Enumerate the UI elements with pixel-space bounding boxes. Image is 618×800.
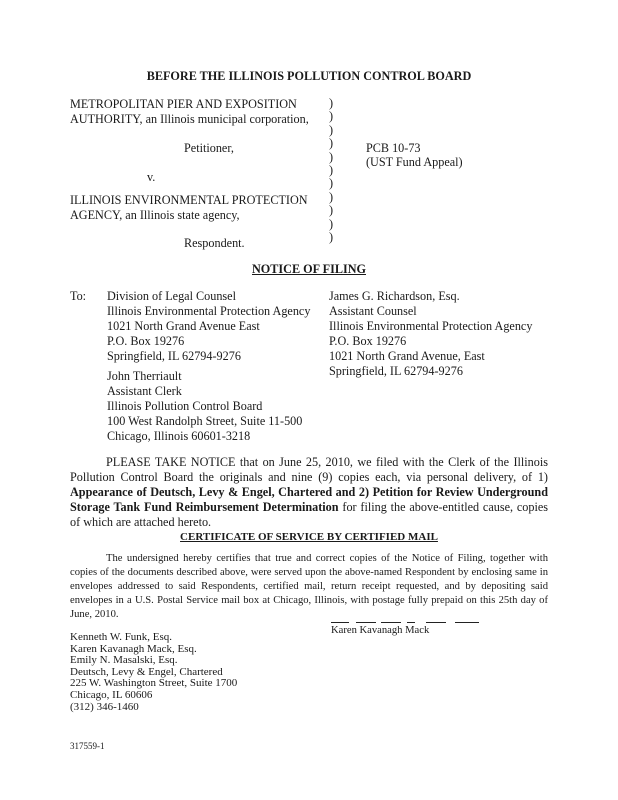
respondent-role: Respondent.	[184, 236, 245, 250]
address-line: P.O. Box 19276	[107, 334, 185, 348]
bracket-char: )	[329, 189, 334, 204]
address-line: Springfield, IL 62794-9276	[329, 364, 463, 378]
notice-body-documents: Appearance of Deutsch, Levy & Engel, Chartered and 2) Petition for Review Underground Storage Tank Fund Reimbursement Determination	[70, 485, 548, 514]
respondent-name-line-2: AGENCY, an Illinois state agency,	[70, 208, 240, 222]
petitioner-name-line-2: AUTHORITY, an Illinois municipal corporation,	[70, 112, 309, 126]
signature-line	[356, 622, 376, 623]
recipient-assistant-counsel	[329, 289, 532, 379]
bracket-char: )	[329, 176, 334, 191]
document-id: 317559-1	[70, 741, 105, 751]
petitioner-role: Petitioner,	[184, 141, 234, 155]
address-line: 1021 North Grand Avenue East	[107, 319, 260, 333]
signature-line	[381, 622, 401, 623]
attorney-line: Deutsch, Levy & Engel, Chartered	[70, 665, 223, 678]
certificate-body: The undersigned hereby certifies that true and correct copies of the Notice of Filing, together with copies of the documents described above, were served upon the above-named Respondent by enclosing same in envelopes addressed to said Respondents, certified mail, return receipt requested, and by depositing said envelopes in a U.S. Postal Service mail box at Chicago, Illinois, with postage fully prepaid on this 25th day of June, 2010.	[70, 553, 548, 620]
bracket-char: )	[329, 109, 334, 124]
bracket-char: )	[329, 149, 334, 164]
recipient-clerk	[107, 369, 302, 444]
address-line: James G. Richardson, Esq.	[329, 289, 460, 303]
respondent-name-line-1: ILLINOIS ENVIRONMENTAL PROTECTION	[70, 193, 308, 207]
bracket-char: )	[329, 203, 334, 218]
signature-line	[331, 622, 349, 623]
bracket-char: )	[329, 136, 334, 151]
attorney-block	[70, 632, 237, 713]
signature-line	[407, 622, 415, 623]
address-line: 100 West Randolph Street, Suite 11-500	[107, 414, 303, 428]
notice-body-text-1: PLEASE TAKE NOTICE that on June 25, 2010, we filed with the Clerk of the Illinois Pollution Control Board the originals and nine (9) copies each, via personal delivery, of 1)	[70, 455, 548, 484]
caption-bracket	[329, 97, 333, 244]
address-line: Assistant Counsel	[329, 304, 417, 318]
address-line: Illinois Environmental Protection Agency	[107, 304, 311, 318]
attorney-line: Karen Kavanagh Mack, Esq.	[70, 642, 197, 655]
bracket-char: )	[329, 230, 334, 245]
address-line: John Therriault	[107, 369, 182, 383]
case-number: PCB 10-73	[366, 141, 421, 155]
attorney-line: 225 W. Washington Street, Suite 1700	[70, 677, 238, 690]
address-line: Illinois Pollution Control Board	[107, 399, 263, 413]
address-line: Assistant Clerk	[107, 384, 182, 398]
recipient-legal-counsel	[107, 289, 310, 364]
versus: v.	[147, 170, 156, 184]
address-line: 1021 North Grand Avenue, East	[329, 349, 485, 363]
address-line: P.O. Box 19276	[329, 334, 407, 348]
address-line: Springfield, IL 62794-9276	[107, 349, 241, 363]
attorney-line: Emily N. Masalski, Esq.	[70, 654, 178, 667]
attorney-line: Chicago, IL 60606	[70, 688, 153, 701]
court-heading: BEFORE THE ILLINOIS POLLUTION CONTROL BOARD	[146, 69, 472, 83]
address-line: Chicago, Illinois 60601-3218	[107, 429, 251, 443]
bracket-char: )	[329, 163, 334, 178]
to-label: To:	[70, 289, 87, 303]
signature-line	[455, 622, 479, 623]
attorney-line: Kenneth W. Funk, Esq.	[70, 631, 173, 643]
signature-name: Karen Kavanagh Mack	[331, 625, 430, 636]
notice-body	[70, 455, 548, 530]
attorney-line: (312) 346-1460	[70, 700, 139, 713]
address-line: Division of Legal Counsel	[107, 289, 236, 303]
certificate-title: CERTIFICATE OF SERVICE BY CERTIFIED MAIL	[180, 531, 438, 543]
address-line: Illinois Environmental Protection Agency	[329, 319, 533, 333]
bracket-char: )	[329, 96, 334, 110]
bracket-char: )	[329, 122, 334, 137]
signature-line	[426, 622, 446, 623]
notice-body-text-2: for filing the above-entitled cause, copies of which are attached hereto.	[70, 500, 548, 529]
case-type: (UST Fund Appeal)	[366, 155, 463, 169]
notice-title: NOTICE OF FILING	[252, 262, 366, 276]
petitioner-name-line-1: METROPOLITAN PIER AND EXPOSITION	[70, 97, 297, 111]
bracket-char: )	[329, 216, 334, 231]
